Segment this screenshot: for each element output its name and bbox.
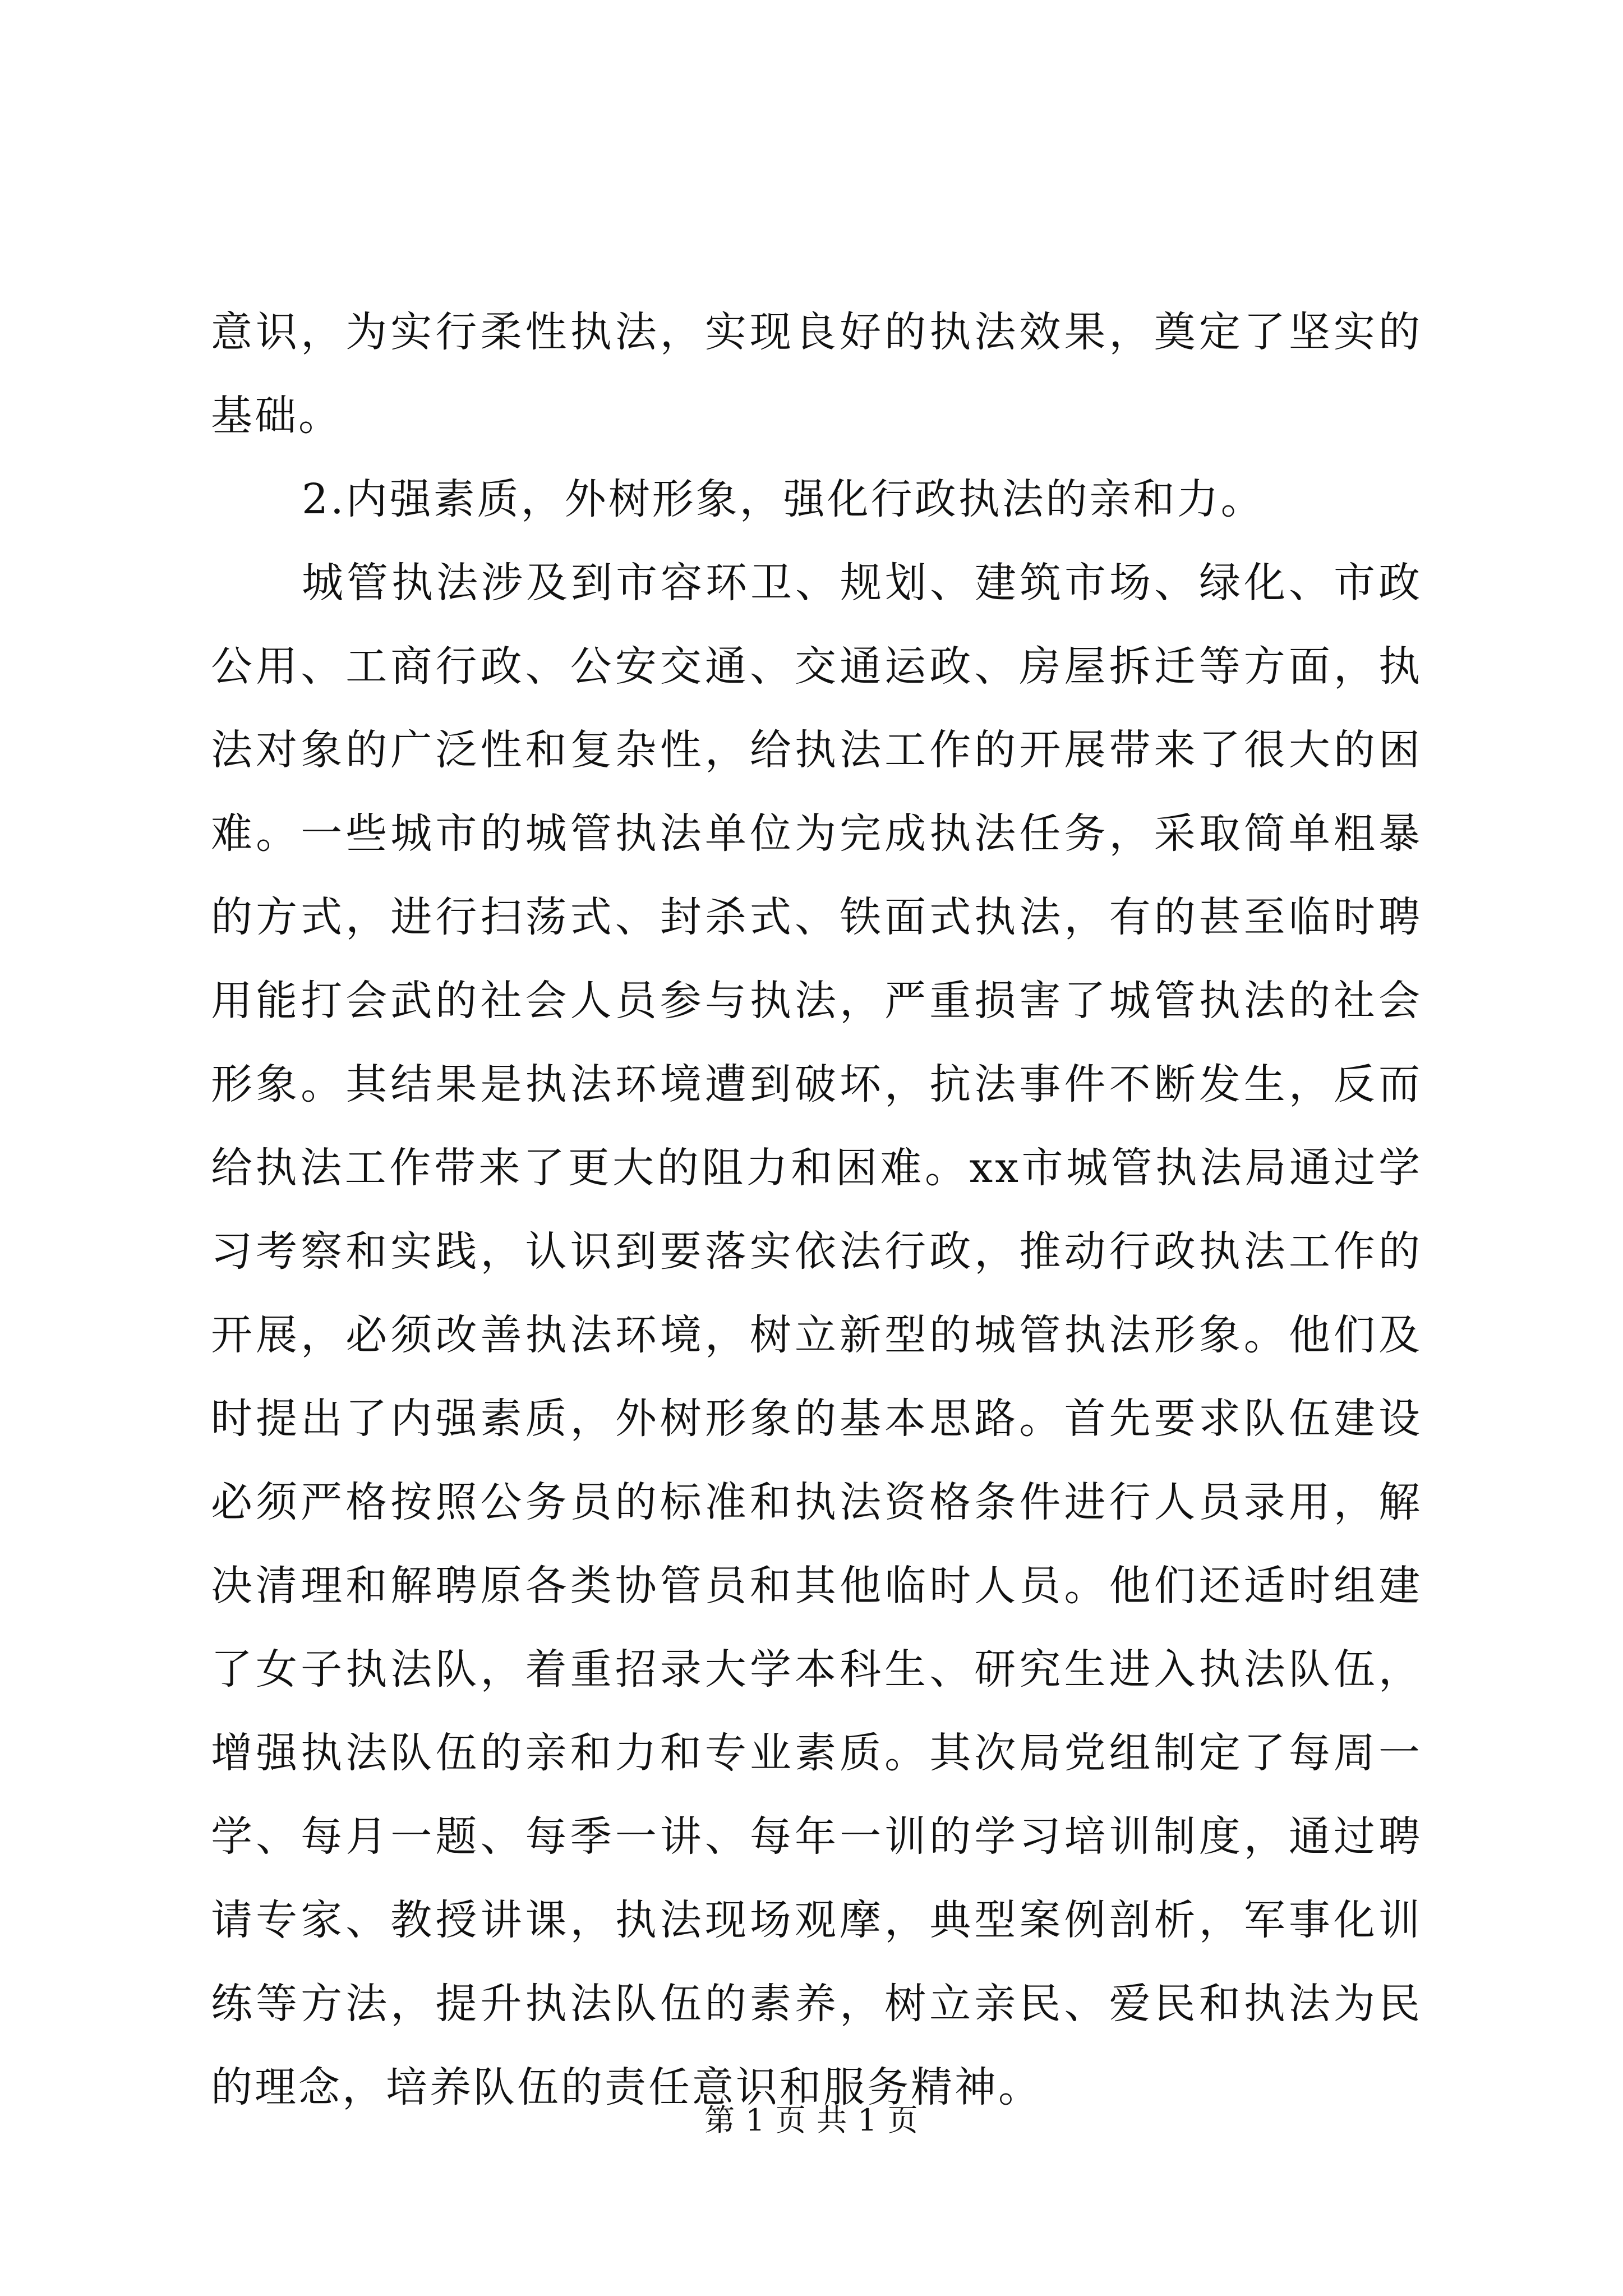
page-footer: 第 1 页 共 1 页 — [704, 2102, 919, 2138]
paragraph-heading: 2.内强素质，外树形象，强化行政执法的亲和力。 — [302, 475, 1265, 523]
paragraph-main: 城管执法涉及到市容环卫、规划、建筑市场、绿化、市政公用、工商行政、公安交通、交通运政、房屋拆迁等方面，执法对象的广泛性和复杂性，给执法工作的开展带来了很大的困难。一些城市的城管执法单位为完成执法任务，采取简单粗暴的方式，进行扫荡式、封杀式、铁面式执法，有的甚至临时聘用能打会武的社会人员参与执法，严重损害了城管执法的社会形象。其结果是执法环境遭到破坏，抗法事件不断发生，反而给执法工作带来了更大的阻力和困难。xx市城管执法局通过学习考察和实践，认识到要落实依法行政，推动行政执法工作的开展，必须改善执法环境，树立新型的城管执法形象。他们及时提出了内强素质，外树形象的基本思路。首先要求队伍建设必须严格按照公务员的标准和执法资格条件进行人员录用，解决清理和解聘原各类协管员和其他临时人员。他们还适时组建了女子执法队，着重招录大学本科生、研究生进入执法队伍，增强执法队伍的亲和力和专业素质。其次局党组制定了每周一学、每月一题、每季一讲、每年一训的学习培训制度，通过聘请专家、教授讲课，执法现场观摩，典型案例剖析，军事化训练等方法，提升执法队伍的素养，树立亲民、爱民和执法为民的理念，培养队伍的责任意识和服务精神。 — [211, 559, 1422, 2111]
paragraph-continued: 意识，为实行柔性执法，实现良好的执法效果，奠定了坚实的基础。 — [211, 308, 1422, 440]
document-body — [211, 291, 1422, 2129]
